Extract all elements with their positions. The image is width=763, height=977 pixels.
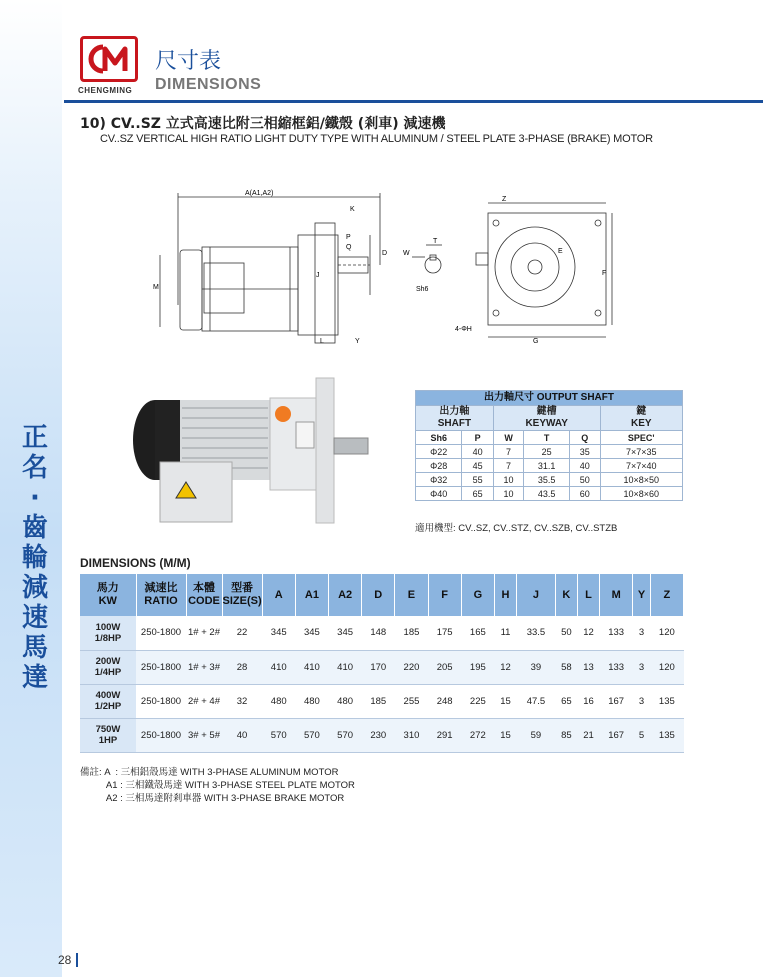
shaft-group-cn: 出力軸 (439, 406, 470, 417)
gear-motor-illustration (120, 370, 370, 530)
table-cell: 167 (600, 718, 633, 752)
table-cell: 410 (262, 650, 295, 684)
output-shaft-table (415, 390, 683, 501)
dimensions-header-row (80, 574, 684, 616)
key-group-header (600, 406, 683, 431)
label-z: Z (502, 196, 507, 203)
column-header: L (577, 574, 599, 616)
column-header: 本體 CODE (186, 574, 222, 616)
table-cell: 60 (570, 487, 600, 501)
table-cell: 570 (329, 718, 362, 752)
shaft-table-caption: 出力軸尺寸 OUTPUT SHAFT (416, 391, 683, 406)
table-cell: 5 (633, 718, 650, 752)
column-header: F (428, 574, 461, 616)
table-cell: 35.5 (524, 473, 570, 487)
power-cell: 750W 1HP (80, 718, 136, 752)
table-cell: 7 (493, 445, 523, 459)
column-header: H (494, 574, 516, 616)
column-header: Q (570, 431, 600, 445)
column-header: Z (650, 574, 683, 616)
power-cell: 400W 1/2HP (80, 684, 136, 718)
table-cell: 12 (494, 650, 516, 684)
label-d: D (382, 250, 388, 257)
label-sh: Sh6 (416, 286, 429, 293)
table-cell: 250-1800 (136, 684, 186, 718)
table-cell: 43.5 (524, 487, 570, 501)
shaft-group-en: SHAFT (437, 418, 472, 429)
side-char: 正 (21, 423, 48, 453)
note-line: 備註: A : 三相鋁殼馬達 WITH 3-PHASE ALUMINUM MOTOR (80, 767, 339, 778)
column-header: 減速比 RATIO (136, 574, 186, 616)
label-p: P (346, 234, 351, 241)
table-cell: 135 (650, 718, 683, 752)
company-logo (80, 36, 138, 82)
table-cell: 10×8×60 (600, 487, 683, 501)
table-cell: 3 (633, 616, 650, 650)
power-cell: 200W 1/4HP (80, 650, 136, 684)
table-cell: 40 (570, 459, 600, 473)
table-cell: 3 (633, 650, 650, 684)
table-row (416, 473, 683, 487)
label-g: G (533, 338, 539, 345)
table-cell: 25 (524, 445, 570, 459)
table-cell: Φ40 (416, 487, 462, 501)
table-cell: 230 (362, 718, 395, 752)
table-cell: 1# + 2# (186, 616, 222, 650)
column-header: Sh6 (416, 431, 462, 445)
table-row (80, 616, 684, 650)
table-cell: 205 (428, 650, 461, 684)
column-header: A1 (295, 574, 328, 616)
label-k: K (350, 206, 355, 213)
column-header: D (362, 574, 395, 616)
label-y: Y (355, 338, 360, 345)
side-char: 輪 (21, 543, 48, 573)
table-cell: 35 (570, 445, 600, 459)
header-rule (64, 100, 763, 103)
table-cell: 21 (577, 718, 599, 752)
side-label (20, 423, 50, 693)
column-header: E (395, 574, 428, 616)
table-cell: Φ22 (416, 445, 462, 459)
label-m: M (153, 284, 159, 291)
table-cell: 410 (329, 650, 362, 684)
table-row (416, 487, 683, 501)
column-header: P (462, 431, 493, 445)
table-cell: 570 (295, 718, 328, 752)
label-a: A(A1,A2) (245, 190, 274, 197)
dimensions-table (80, 574, 684, 753)
power-cell: 100W 1/8HP (80, 616, 136, 650)
notes (80, 766, 355, 805)
header-title-en: DIMENSIONS (155, 76, 262, 93)
table-cell: 7 (493, 459, 523, 473)
table-cell: Φ32 (416, 473, 462, 487)
key-group-en: KEY (630, 418, 652, 429)
table-cell: 195 (461, 650, 494, 684)
side-char: 速 (21, 603, 48, 633)
table-cell: 39 (517, 650, 556, 684)
table-row (80, 718, 684, 752)
table-cell: 310 (395, 718, 428, 752)
table-cell: 167 (600, 684, 633, 718)
table-cell: 10 (493, 487, 523, 501)
product-title-cn: 10) CV..SZ 立式高速比附三相縮框鋁/鐵殼 (剎車) 減速機 (80, 116, 446, 132)
table-cell: 59 (517, 718, 556, 752)
table-cell: 175 (428, 616, 461, 650)
table-cell: 220 (395, 650, 428, 684)
table-cell: 55 (462, 473, 493, 487)
table-cell: 272 (461, 718, 494, 752)
table-cell: 185 (362, 684, 395, 718)
column-header: T (524, 431, 570, 445)
dimensions-title: DIMENSIONS (M/M) (80, 556, 191, 570)
column-header: Y (633, 574, 650, 616)
label-f: F (602, 270, 607, 277)
table-cell: 148 (362, 616, 395, 650)
column-header: A2 (329, 574, 362, 616)
table-cell: 345 (295, 616, 328, 650)
table-cell: 3# + 5# (186, 718, 222, 752)
keyway-group-cn: 鍵槽 (536, 406, 557, 417)
table-cell: 120 (650, 650, 683, 684)
table-cell: 16 (577, 684, 599, 718)
product-title-en: CV..SZ VERTICAL HIGH RATIO LIGHT DUTY TYPE WITH ALUMINUM / STEEL PLATE 3-PHASE (BRAKE) MOTOR (100, 133, 653, 145)
table-cell: 3 (633, 684, 650, 718)
table-cell: 58 (555, 650, 577, 684)
column-header: 馬力 KW (80, 574, 136, 616)
applies-to-models: 適用機型: CV..SZ, CV..STZ, CV..SZB, CV..STZB (415, 523, 618, 534)
table-cell: 135 (650, 684, 683, 718)
table-cell: 250-1800 (136, 616, 186, 650)
table-cell: 570 (262, 718, 295, 752)
table-row (416, 445, 683, 459)
table-cell: 28 (222, 650, 262, 684)
label-j: J (316, 272, 320, 279)
table-cell: 185 (395, 616, 428, 650)
keyway-group-en: KEYWAY (525, 418, 568, 429)
table-cell: 480 (262, 684, 295, 718)
table-cell: 10 (493, 473, 523, 487)
table-cell: 250-1800 (136, 718, 186, 752)
label-q: Q (346, 244, 352, 251)
keyway-group-header (493, 406, 600, 431)
table-cell: 345 (262, 616, 295, 650)
label-e: E (558, 248, 563, 255)
column-header: SPEC' (600, 431, 683, 445)
table-cell: 40 (462, 445, 493, 459)
side-char: 減 (21, 573, 48, 603)
label-h: 4-ΦH (455, 326, 472, 333)
table-cell: 480 (295, 684, 328, 718)
table-row (80, 650, 684, 684)
side-char: 馬 (21, 633, 48, 663)
table-cell: 50 (555, 616, 577, 650)
table-cell: 32 (222, 684, 262, 718)
table-cell: 225 (461, 684, 494, 718)
header-title-cn: 尺寸表 (155, 49, 222, 74)
column-header: M (600, 574, 633, 616)
table-cell: 13 (577, 650, 599, 684)
table-cell: 47.5 (517, 684, 556, 718)
table-row (416, 459, 683, 473)
table-cell: 65 (555, 684, 577, 718)
label-t: T (433, 238, 438, 245)
logo-brand-text: CHENGMING (78, 86, 133, 95)
table-cell: 50 (570, 473, 600, 487)
table-cell: 45 (462, 459, 493, 473)
dimension-drawing (150, 185, 620, 350)
table-cell: 291 (428, 718, 461, 752)
table-cell: 15 (494, 718, 516, 752)
table-cell: 248 (428, 684, 461, 718)
table-cell: 85 (555, 718, 577, 752)
column-header: G (461, 574, 494, 616)
table-cell: 22 (222, 616, 262, 650)
table-cell: 1# + 3# (186, 650, 222, 684)
side-char: 齒 (21, 513, 48, 543)
table-cell: 10×8×50 (600, 473, 683, 487)
table-cell: 410 (295, 650, 328, 684)
table-cell: 120 (650, 616, 683, 650)
table-cell: Φ28 (416, 459, 462, 473)
table-cell: 250-1800 (136, 650, 186, 684)
table-cell: 133 (600, 616, 633, 650)
label-w: W (403, 250, 410, 257)
table-cell: 345 (329, 616, 362, 650)
table-cell: 11 (494, 616, 516, 650)
note-line: A1 : 三相鐵殼馬達 WITH 3-PHASE STEEL PLATE MOTOR (80, 780, 355, 791)
table-cell: 7×7×35 (600, 445, 683, 459)
table-cell: 31.1 (524, 459, 570, 473)
page-number: 28 (58, 953, 72, 967)
shaft-group-header (416, 406, 494, 431)
side-char: 達 (21, 663, 48, 693)
label-l: L (320, 338, 324, 345)
table-cell: 33.5 (517, 616, 556, 650)
table-cell: 255 (395, 684, 428, 718)
table-cell: 65 (462, 487, 493, 501)
table-cell: 480 (329, 684, 362, 718)
table-cell: 170 (362, 650, 395, 684)
column-header: J (517, 574, 556, 616)
column-header: W (493, 431, 523, 445)
table-cell: 7×7×40 (600, 459, 683, 473)
column-header: A (262, 574, 295, 616)
table-row (80, 684, 684, 718)
page-number-bar (76, 953, 78, 967)
table-cell: 165 (461, 616, 494, 650)
column-header: 型番 SIZE(S) (222, 574, 262, 616)
table-cell: 2# + 4# (186, 684, 222, 718)
column-header: K (555, 574, 577, 616)
table-cell: 12 (577, 616, 599, 650)
table-cell: 15 (494, 684, 516, 718)
side-char: 名 (21, 453, 48, 483)
note-line: A2 : 三相馬達附剎車器 WITH 3-PHASE BRAKE MOTOR (80, 793, 345, 804)
logo-mark-icon (83, 39, 135, 79)
table-cell: 40 (222, 718, 262, 752)
side-char: · (30, 483, 40, 513)
table-cell: 133 (600, 650, 633, 684)
key-group-cn: 鍵 (636, 406, 647, 417)
